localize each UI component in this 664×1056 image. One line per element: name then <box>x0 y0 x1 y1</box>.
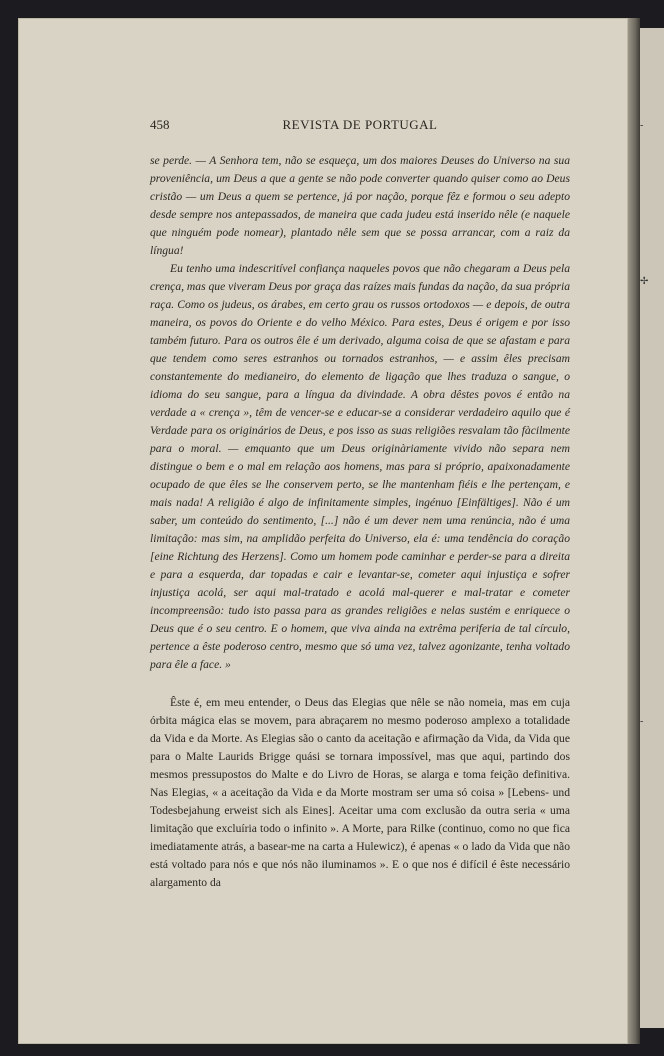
edge-mark: - <box>640 716 644 727</box>
quote-paragraph: Eu tenho uma indescritível confiança naqueles povos que não chegaram a Deus pela crença, mas que viveram Deus por graça das raízes mais fundas da nação, da sua própria raça. Como os judeus, os árabes, em certo grau os russos ortodoxos — e depois, de outra maneira, os povos do Oriente e do velho México. Para estes, Deus é origem e por isso também futuro. Para os outros êle é um derivado, alguma coisa de que se afastam e para que tendem como seres estranhos ou tornados estranhos, — e assim êles precisam constantemente do medianeiro, do elemento de ligação que lhes traduza o sangue, o idioma do seu sangue, para a língua da divindade. A obra dêstes povos é então na verdade a « crença », têm de vencer-se e educar-se a considerar verdadeiro aquilo que é Verdade para os originários de Deus, e pos isso as suas religiões resvalam tão fàcilmente para o moral. — emquanto que um Deus originàriamente vivido não separa nem distingue o bem e o mal em relação aos homens, mas para si próprio, apaixonadamente ocupado de que êles se lhe conservem perto, se lhe mantenham fiéis e lhe pertençam, e mais nada! A religião é algo de infinitamente simples, ingénuo [Einfältiges]. Não é um saber, um conteúdo do sentimento, [...] não é um dever nem uma renúncia, não é uma limitação: mas sim, na amplidão perfeita do Universo, ela é: uma tendência do coração [eine Richtung des Herzens]. Como um homem pode caminhar e perder-se para a direita e para a esquerda, dar topadas e cair e levantar-se, cometer aqui injustiça e sofrer injustiça acolá, ser aqui mal-tratado e acolá mal-querer e mal-tratar e cometer incompreensão: tudo isto passa para as grandes religiões e nelas sustém e enriquece o Deus que é o seu centro. E o homem, que viva ainda na extrêma periferia de tal círculo, pertence a êste poderoso centro, mesmo que só uma vez, talvez agonizante, tenha voltado para êle a face. » <box>150 262 570 671</box>
quote-paragraph: se perde. — A Senhora tem, não se esqueça, um dos maiores Deuses do Universo na sua proveniência, um Deus a que a gente se não pode converter quando quiser como ao Deus cristão — um Deus a quem se pertence, já por nação, porque fêz e formou o seu adepto desde sempre nos antepassados, de maneira que cada judeu está inserido nêle (e naquele que ninguém pode nomear), plantado nêle sem que se possa arrancar, com a raiz da língua! <box>150 154 570 257</box>
page-gutter <box>628 18 640 1044</box>
page-number: 458 <box>150 117 170 132</box>
page-body <box>150 152 570 892</box>
main-text <box>150 694 570 892</box>
block-quote <box>150 152 570 674</box>
edge-mark: - <box>640 120 644 131</box>
facing-page-edge <box>640 28 664 1028</box>
edge-mark: ✢ <box>640 276 649 287</box>
text-paragraph: Êste é, em meu entender, o Deus das Elegias que nêle se não nomeia, mas em cuja órbita mágica elas se movem, para abraçarem no mesmo poderoso amplexo a totalidade da Vida e da Morte. As Elegias são o canto da aceitação e afirmação da Vida, da Vida que para o Malte Laurids Brigge quási se tornara impossível, mas que aqui, partindo dos mesmos pressupostos do Malte e do Livro de Horas, se alarga e toma feição definitiva. Nas Elegias, « a aceitação da Vida e da Morte mostram ser uma só coisa » [Lebens- und Todesbejahung erweist sich als Eines]. Aceitar uma com exclusão da outra seria « uma limitação que excluíria todo o infinito ». A Morte, para Rilke (continuo, como no que fica imediatamente atrás, a basear-me na carta a Hulewicz), é apenas « o lado da Vida que não está voltado para nós e que nós não iluminamos ». E o que nos é difícil é êste necessário alargamento da <box>150 696 570 889</box>
page-header <box>150 117 570 135</box>
running-head: REVISTA DE PORTUGAL <box>282 117 438 132</box>
paragraph-gap <box>150 674 570 694</box>
